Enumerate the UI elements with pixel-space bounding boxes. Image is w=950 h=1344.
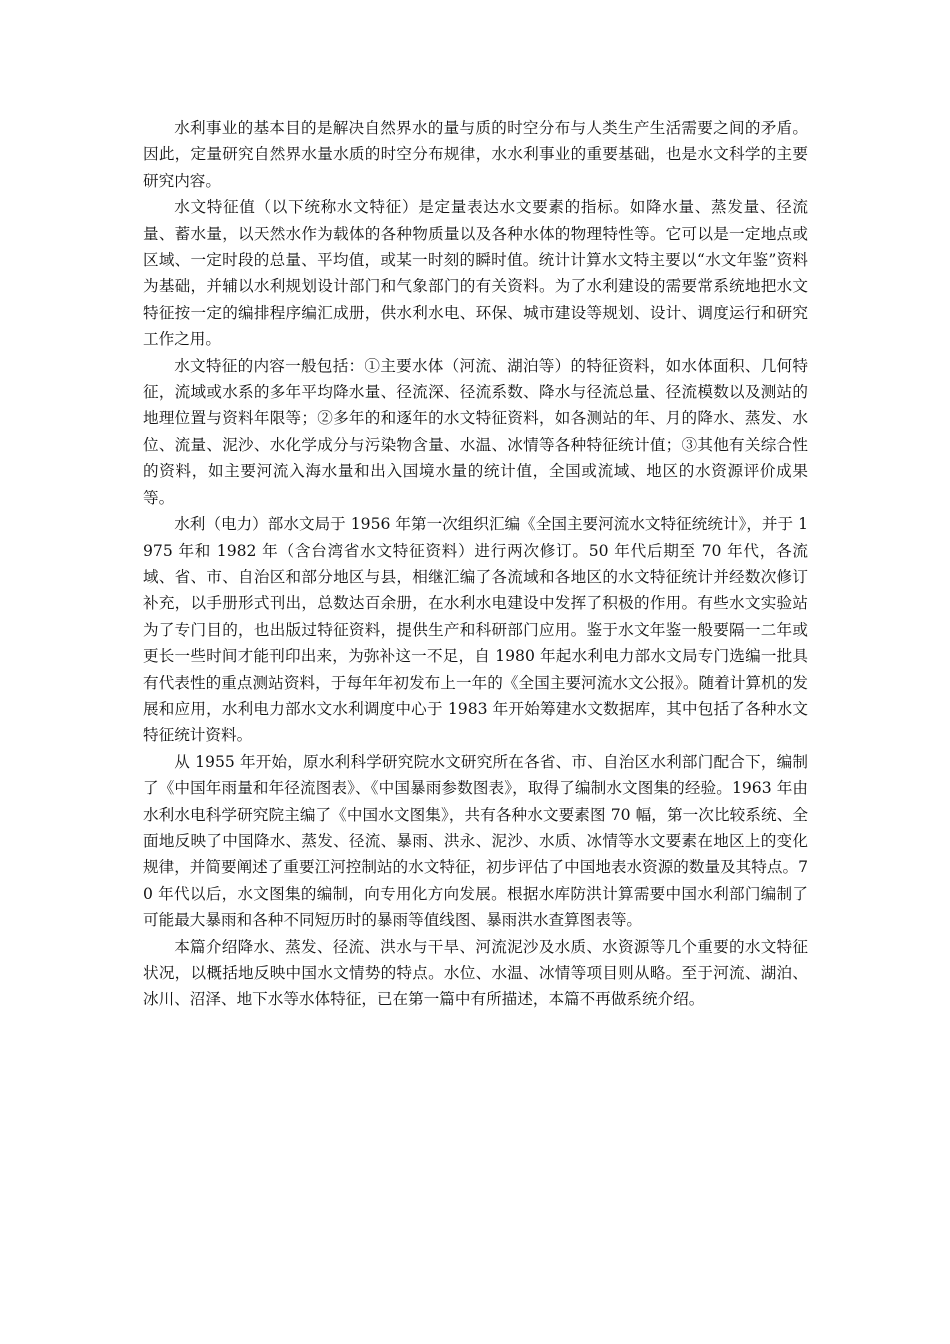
paragraph-scope: 本篇介绍降水、蒸发、径流、洪水与干旱、河流泥沙及水质、水资源等几个重要的水文特征状况，以概括地反映中国水文情势的特点。水位、水温、冰情等项目则从略。至于河流、湖泊、冰川、沼泽、地下水等水体特征，已在第一篇中有所描述，本篇不再做系统介绍。 [143,937,808,1009]
paragraph-atlas: 从 1955 年开始，原水利科学研究院水文研究所在各省、市、自治区水利部门配合下，编制了《中国年雨量和年径流图表》、《中国暴雨参数图表》，取得了编制水文图集的经验。1963 年由水利水电科学研究院主编了《中国水文图集》，共有各种水文要素图 70 幅，第一次比较系统、全面地反映了中国降水、蒸发、径流、暴雨、洪永、泥沙、水质、冰情等水文要素在地区上的变化规律，并简要阐述了重要江河控制站的水文特征，初步评估了中国地表水资源的数量及其特点。70 年代以后，水文图集的编制，向专用化方向发展。根据水库防洪计算需要中国水利部门编制了可能最大暴雨和各种不同短历时的暴雨等值线图、暴雨洪水查算图表等。 [143,752,808,930]
paragraph-definition: 水文特征值（以下统称水文特征）是定量表达水文要素的指标。如降水量、蒸发量、径流量、蓄水量，以天然水作为载体的各种物质量以及各种水体的物理特性等。它可以是一定地点或区域、一定时段的总量、平均值，或某一时刻的瞬时值。统计计算水文特主要以“水文年鉴”资料为基础，并辅以水利规划设计部门和气象部门的有关资料。为了水利建设的需要常系统地把水文特征按一定的编排程序编汇成册，供水利水电、环保、城市建设等规划、设计、调度运行和研究工作之用。 [143,198,808,349]
body-text [143,115,808,1013]
paragraph-contents: 水文特征的内容一般包括：①主要水体（河流、湖泊等）的特征资料，如水体面积、几何特征，流域或水系的多年平均降水量、径流深、径流系数、降水与径流总量、径流模数以及测站的地理位置与资料年限等；②多年的和逐年的水文特征资料，如各测站的年、月的降水、蒸发、水位、流量、泥沙、水化学成分与污染物含量、水温、冰情等各种特征统计值；③其他有关综合性的资料，如主要河流入海水量和出入国境水量的统计值，全国或流域、地区的水资源评价成果等。 [143,356,808,507]
paragraph-intro: 水利事业的基本目的是解决自然界水的量与质的时空分布与人类生产生活需要之间的矛盾。因此，定量研究自然界水量水质的时空分布规律，水水利事业的重要基础，也是水文科学的主要研究内容。 [143,119,808,190]
paragraph-history: 水利（电力）部水文局于 1956 年第一次组织汇编《全国主要河流水文特征统统计》，并于 1975 年和 1982 年（含台湾省水文特征资料）进行两次修订。50 年代后期至 70 年代，各流域、省、市、自治区和部分地区与县，相继汇编了各流域和各地区的水文特征统计并经数次修订补充，以手册形式刊出，总数达百余册，在水利水电建设中发挥了积极的作用。有些水文实验站为了专门目的，也出版过特征资料，提供生产和科研部门应用。鉴于水文年鉴一般要隔一二年或更长一些时间才能刊印出来，为弥补这一不足，自 1980 年起水利电力部水文局专门选编一批具有代表性的重点测站资料，于每年年初发布上一年的《全国主要河流水文公报》。随着计算机的发展和应用，水利电力部水文水利调度中心于 1983 年开始筹建水文数据库，其中包括了各种水文特征统计资料。 [143,515,808,745]
